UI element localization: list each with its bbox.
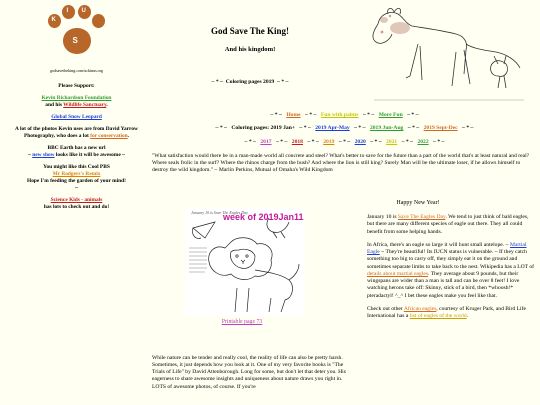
coloring-pages-2019: Coloring pages 2019: [225, 79, 275, 85]
lion-eagle-sketch: [185, 208, 305, 316]
pbs-line: You might like this Cool PBS: [43, 164, 110, 171]
eagle-article: [367, 214, 537, 326]
paragraph-1: [367, 214, 537, 236]
nav-sep: ~ * ~: [370, 139, 382, 145]
bbc-text: [4, 145, 149, 159]
p3-text-2: , courtesy of Kruger Park, and Bird Life International has a: [367, 305, 526, 320]
nav-2021-link[interactable]: 2021: [386, 139, 398, 145]
nav-sep: ~ * ~: [305, 112, 317, 118]
martial-eagle-link[interactable]: Martial Eagle: [367, 241, 527, 256]
mr-rodgers-link[interactable]: Mr Rodgers's Remix: [52, 171, 101, 178]
science-line: has lots to check out and do!: [43, 204, 110, 211]
nav-2019-sept-dec-link[interactable]: 2019 Sept-Dec: [423, 125, 458, 131]
tilde-star: ~ * ~: [211, 79, 223, 85]
nav-sep: ~ * ~: [299, 125, 311, 131]
left-sidebar: [4, 4, 149, 211]
nav-more-fun-link[interactable]: More Fun: [378, 112, 403, 118]
nav-sep: ~ * ~: [270, 112, 282, 118]
paw-toe: [92, 14, 105, 28]
logo-letter: S: [72, 36, 78, 45]
coloring-pages-label: Coloring pages: 2019 Jan+: [231, 125, 296, 131]
nav-row-years: [152, 139, 537, 145]
new-show-link[interactable]: new show: [32, 152, 55, 159]
printable-page-link[interactable]: Printable page 73: [221, 319, 263, 325]
eagles-of-world-link[interactable]: list of eagles of the world: [409, 313, 467, 320]
nav-sep: ~ * ~: [407, 112, 419, 118]
pbs-text: [4, 164, 149, 192]
p2-text-2: ~ They're beautiful! Its IUCN status is vulnerable. ~ If they catch something too big to carry off, they simply eat it on the ground and sometimes separate limbs to take back to the nest. Wikipedia has a LOT of: [367, 249, 535, 270]
nav-home-link[interactable]: Home: [286, 112, 301, 118]
nav-fun-with-paints-link[interactable]: Fun with paints: [320, 112, 359, 118]
p3-text-3: .: [466, 313, 469, 320]
nav-2018-link[interactable]: 2018: [291, 139, 303, 145]
paw-logo[interactable]: [44, 4, 110, 70]
photos-blurb: A lot of the photos Kevin uses are from David Yarrow Photography, who does a lot: [15, 126, 138, 140]
please-support: Please Support:: [58, 83, 95, 90]
tilde-star: ~ * ~: [277, 79, 289, 85]
logo-letter: U: [81, 8, 86, 14]
logo-caption: godsavetheking.com/uckinus.org: [50, 68, 103, 73]
tilde: ~: [75, 185, 78, 192]
science-text: [4, 197, 149, 211]
nav-sep: ~ * ~: [275, 139, 288, 145]
nav-sep: ~ * ~: [401, 139, 414, 145]
conservation-link[interactable]: for conservation: [90, 133, 128, 140]
trials-of-life-text: While nature can be tender and really cool, the reality of life can also be pretty harsh. Sometimes, it just depends how you look at it. One of my very favorite books is "The Trials of Life" by David Attenborough. Long for some, but don't let that deter you. His eagerness to share awesome insights and uniqueness about nature draws you right in. LOTS of awesome photos, of course. If you're: [152, 355, 346, 390]
nav-sep: ~ * ~: [462, 125, 474, 131]
paragraph-2: [367, 242, 537, 300]
hope-line: Hope I'm feeding the garden of your mind!: [27, 178, 126, 185]
coloring-heading: [165, 79, 335, 85]
save-the-eagles-day-link[interactable]: Save The Eagles Day: [397, 214, 446, 220]
science-kids-link[interactable]: Science Kids - animals: [50, 197, 103, 204]
nav-row-coloring: [152, 125, 537, 131]
bbc-prefix: ~: [28, 152, 33, 159]
week-label: week of 2019Jan11: [223, 212, 304, 222]
page-title: God Save The King!: [210, 26, 290, 36]
nav-row-main: [152, 112, 537, 118]
p2-text: In Africa, there's an eagle so large it will hunt small antelope. ~: [367, 241, 510, 248]
photos-text: [4, 126, 149, 140]
p2-text-3: . They average about 9 pounds, but their wingspans are wider than a man is tall and can be over 8 feet! I love watching herons take off: Skinny, stick of a bird, then *whoosh!* pteradactyl! ^_^ I bet these eagles make you feel like that.: [367, 270, 520, 299]
nav-2017-link[interactable]: 2017: [260, 139, 272, 145]
and-his-text: and his: [45, 102, 64, 109]
nav-sep: ~ * ~: [215, 125, 227, 131]
horse-and-cat-sketch: [360, 4, 530, 104]
support-line: [4, 95, 149, 109]
wild-kingdom-quote: "What satisfaction would there be in a man-made world all concrete and steel? What's better to save for the future than a part of the world that's at least natural and real? Where seals frolic in the surf? Where the rhinos charge from the bush? And where the lion is still king? Surely Man will be the ultimate loser, if he allows himself to destroy the wild kingdom." ~ Marlin Perkins, Mutual of Omaha's Wild Kingdom: [152, 153, 530, 173]
p3-text: Check out other: [367, 305, 404, 312]
african-eagles-link[interactable]: African eagles: [403, 305, 437, 312]
nav-2019-link[interactable]: 2019: [323, 139, 335, 145]
bbc-line: BBC Earth has a new url: [47, 145, 106, 152]
snow-leopard-link[interactable]: Global Snow Leopard: [51, 114, 102, 121]
nav-sep: ~ * ~: [433, 139, 445, 145]
nav-sep: ~ * ~: [354, 125, 366, 131]
nav-2022-link[interactable]: 2022: [417, 139, 429, 145]
martial-eagle-details-link[interactable]: details about martial eagles: [367, 270, 429, 277]
kevin-richardson-link[interactable]: Kevin Richardson Foundation: [41, 95, 112, 102]
printable-link-wrap: [152, 319, 332, 325]
nav-2019-jun-aug-link[interactable]: 2019 Jun-Aug: [369, 125, 404, 131]
sheet-caption: January 10 is Save The Eagles Day: [191, 210, 248, 215]
page-subtitle: And his kingdom!: [224, 46, 276, 53]
period: .: [106, 102, 108, 109]
nav-sep: ~ * ~: [307, 139, 319, 145]
nav-sep: ~ * ~: [407, 125, 420, 131]
period: .: [127, 133, 130, 140]
p1-text-2: . We tend to just think of bald eagles, but there are many different species of eagle out there. They all could benefit from some helping hands.: [367, 214, 529, 235]
nav-sep: ~ * ~: [338, 139, 351, 145]
nav-sep: ~ * ~: [362, 112, 375, 118]
logo-letter: K: [51, 17, 56, 23]
nav-2019-apr-may-link[interactable]: 2019 Apr-May: [315, 125, 350, 131]
bbc-line-2: looks like it will be awesome ~: [54, 152, 125, 159]
wildlife-sanctuary-link[interactable]: Wildlife Sanctuary: [63, 102, 107, 109]
lion-coloring-page[interactable]: [185, 208, 305, 316]
paragraph-3: [367, 306, 537, 321]
nav-sep: ~ * ~: [244, 139, 256, 145]
logo-letter: I: [66, 8, 69, 14]
happy-new-year: Happy New Year!: [396, 200, 440, 206]
p1-text: January 10 is: [367, 214, 398, 220]
nav-2020-link[interactable]: 2020: [354, 139, 366, 145]
